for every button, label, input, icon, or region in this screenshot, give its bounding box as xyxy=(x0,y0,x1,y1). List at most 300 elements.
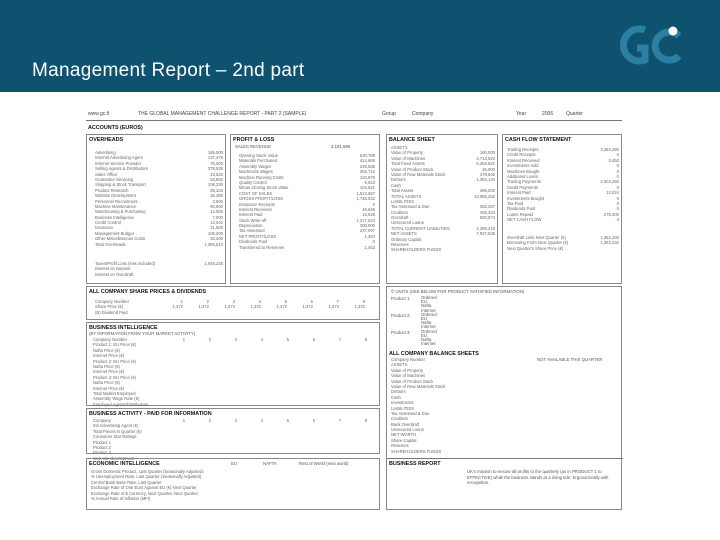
company-number-row xyxy=(159,418,367,423)
bs-label: Value of Raw Materials Stock xyxy=(391,171,446,177)
bi-row-label: Internet Price (€) xyxy=(93,385,125,391)
company-number: 7 xyxy=(338,337,341,342)
cash-flow-box xyxy=(502,134,622,284)
pl-value: 13,025 xyxy=(362,212,375,218)
abs-row-label: Investments xyxy=(391,400,414,406)
cf-label: Interest Received xyxy=(507,157,540,163)
overhead-label: Management Budget xyxy=(95,230,134,236)
bs-label: Debtors xyxy=(391,177,406,183)
cf-title: CASH FLOW STATEMENT xyxy=(505,137,572,143)
company-number: 1 xyxy=(180,299,183,304)
overhead-label: Machine Maintenance xyxy=(95,203,136,209)
bi-row-label: Internet Price (€) xyxy=(93,369,125,375)
bs-value: 160,000 xyxy=(479,150,495,156)
ba-row-label: Intl Advertising Agent (€) xyxy=(93,423,139,429)
bs-value: 478,645 xyxy=(479,171,495,177)
bi-row-label: Product 1: EU Price (€) xyxy=(93,342,137,348)
abs-row-label: Creditors xyxy=(391,416,408,422)
pl-value: 1,513,657 xyxy=(356,190,375,196)
abs-row-label: Reserves xyxy=(391,443,409,449)
overheads-box xyxy=(86,134,226,284)
pl-value: 300,000 xyxy=(359,223,375,229)
report-header-year-value: 2006 xyxy=(542,111,554,117)
cf-value: 0 xyxy=(616,195,619,201)
share-title: ALL COMPANY SHARE PRICES & DIVIDENDS xyxy=(89,289,207,295)
pl-value: 1,217,023 xyxy=(356,217,375,223)
overhead-label: Business Intelligence xyxy=(95,214,135,220)
overhead-value: 60,800 xyxy=(210,203,223,209)
pl-labels xyxy=(239,153,329,250)
pl-label: Machine Running Costs xyxy=(239,174,284,180)
ei-labels xyxy=(91,469,225,501)
cf-extra-labels xyxy=(507,235,579,251)
cf-extra-value: 1,362,332 xyxy=(600,235,619,240)
company-number: 3 xyxy=(232,299,235,304)
cf-label: Tax Paid xyxy=(507,200,524,206)
company-number: 6 xyxy=(312,337,315,342)
pl-sales-label: SALES REVENUE xyxy=(235,144,271,149)
cf-value: 3 xyxy=(616,217,619,223)
bs-value: 7,937,638 xyxy=(476,231,495,237)
abs-row-label: Value of Property xyxy=(391,367,424,373)
bs-labels xyxy=(391,145,457,253)
units-sub-label: EU xyxy=(421,299,427,305)
pl-label: Tax Assessed xyxy=(239,228,265,234)
bs-label: LIABILITIES xyxy=(391,198,415,204)
share-price: 1,372 xyxy=(224,304,235,310)
overhead-value: 26,250 xyxy=(210,193,223,199)
overhead-label: Product Research xyxy=(95,187,129,193)
company-number-row xyxy=(159,337,367,342)
abs-row-label: LIABILITIES xyxy=(391,405,415,411)
pl-label: Minus Closing Stock Value xyxy=(239,185,289,191)
ei-row-label: Exchange Rate of One Euro Against EU (€) Next Quarter xyxy=(91,485,197,491)
report-header-quarter: Quarter xyxy=(566,111,583,117)
ba-row-label: Product 2 xyxy=(93,444,111,450)
share-labels xyxy=(95,299,155,315)
abs-row-label: Bank Overdraft xyxy=(391,421,420,427)
company-number: 4 xyxy=(258,299,261,304)
pl-label: NET PROFIT/LOSS xyxy=(239,233,277,239)
overhead-label: Personnel Recruitment xyxy=(95,198,138,204)
overhead-extra-label: Interest on Deposit xyxy=(95,266,131,272)
report-header-title: THE GLOBAL MANAGEMENT CHALLENGE REPORT - PART 2 (SAMPLE) xyxy=(138,111,307,117)
share-grid xyxy=(157,299,377,310)
bs-value: 6,258,822 xyxy=(476,161,495,167)
balance-sheet-box xyxy=(386,134,498,284)
cf-values xyxy=(577,147,619,222)
cf-extra-label: Borrowing From Next Quarter (€) xyxy=(507,240,569,246)
cf-label: Additional Loans xyxy=(507,173,538,179)
bi-row-label: Internet Price (€) xyxy=(93,353,125,359)
bi-title: BUSINESS INTELLIGENCE xyxy=(89,325,158,331)
bi-row-label: Nafta Price (€) xyxy=(93,347,120,353)
overhead-label: Insurance xyxy=(95,225,114,231)
company-number: 1 xyxy=(182,337,185,342)
pl-value: 0 xyxy=(372,239,375,245)
pl-value: 1,453 xyxy=(364,244,375,250)
divider xyxy=(387,458,623,459)
company-number: 5 xyxy=(286,418,289,423)
pl-title: PROFIT & LOSS xyxy=(233,137,275,143)
ei-row-label: % Annual Rate of Inflation (MFI) xyxy=(91,495,151,501)
company-number: 8 xyxy=(362,299,365,304)
report-header-company: Company xyxy=(412,111,434,117)
units-title: © UNITS (SEE BELOW FOR PRODUCT SATISFIED INFORMATION) xyxy=(391,289,525,294)
company-number: 2 xyxy=(208,337,211,342)
bs-title: BALANCE SHEET xyxy=(389,137,435,143)
cf-value: 0 xyxy=(616,168,619,174)
overhead-label: Advertising xyxy=(95,150,116,155)
bi-row-label: Nafta Price (€) xyxy=(93,363,120,369)
bi-row-label: Product 3: EU Price (€) xyxy=(93,374,137,380)
share-price: 1,372 xyxy=(276,304,287,310)
pl-label: Transferred to Reserves xyxy=(239,244,284,250)
pl-value: 1,453 xyxy=(364,233,375,239)
cf-label: Trading Payments xyxy=(507,179,541,185)
overhead-value: 7,000 xyxy=(212,214,223,220)
company-number: 1 xyxy=(182,418,185,423)
business-report-text: UK's mission to ensure all profits to the quarterly (as in PRODUCT 1 to EFFECTIVE) while the business stands at a rising tide; Ergonomically with recognition. xyxy=(467,469,609,486)
economic-intelligence-box xyxy=(86,455,380,510)
bs-label: Value of Property xyxy=(391,150,424,156)
ba-row-label: Product 1 xyxy=(93,439,111,445)
bs-label: Value of Machines xyxy=(391,155,426,161)
bs-value: 383,297 xyxy=(479,204,495,210)
overhead-value: 2,500 xyxy=(212,198,223,204)
bs-label: SHAREHOLDERS FUNDS xyxy=(391,247,442,253)
cf-extra-values xyxy=(577,235,619,251)
company-number: 3 xyxy=(234,418,237,423)
cf-value: 0 xyxy=(616,163,619,169)
pl-value: 45,948 xyxy=(362,206,375,212)
abs-row-label: Unsecured Loans xyxy=(391,427,424,433)
share-row-label: Company Number xyxy=(95,299,129,304)
company-number: 6 xyxy=(312,418,315,423)
company-number: 5 xyxy=(286,337,289,342)
share-row-label: Share Price (€) xyxy=(95,304,124,310)
pl-value: 414,666 xyxy=(359,158,375,164)
pl-value: 1,735,032 xyxy=(356,196,375,202)
cf-value: 2,504,250 xyxy=(600,179,619,185)
cf-label: Trading Receipts xyxy=(507,147,539,152)
units-sub-label: EU xyxy=(421,316,427,322)
units-product-label: Product 2: xyxy=(391,312,411,318)
pl-label: Quality Control xyxy=(239,179,267,185)
bs-value: 3,713,823 xyxy=(476,155,495,161)
profit-loss-box xyxy=(230,134,380,284)
pl-value: 237,097 xyxy=(359,228,375,234)
bs-value: 455,323 xyxy=(479,209,495,215)
pl-value: 104,621 xyxy=(359,185,375,191)
bs-value: 2,369,418 xyxy=(476,225,495,231)
overhead-extra-label: Taxes/Profit Loss (loss included) xyxy=(95,261,156,266)
pl-label: Depreciation xyxy=(239,223,263,229)
overhead-label: Website Development xyxy=(95,193,136,199)
overhead-label: Credit Control xyxy=(95,220,121,226)
units-sub-label: Nafta xyxy=(421,320,432,326)
ei-col-row: Rest of World (next world) xyxy=(299,461,349,466)
units-sub-label: Ordered xyxy=(421,328,437,334)
overhead-value: 12,555 xyxy=(210,209,223,215)
overheads-extra-values xyxy=(185,261,223,277)
cf-label: Machines Bought xyxy=(507,168,540,174)
not-available-label: NOT AVAILABLE THIS QUARTER xyxy=(537,357,603,362)
pl-label: Interest Received xyxy=(239,206,272,212)
ba-row-label: Company xyxy=(93,418,111,423)
abs-row-label: SHAREHOLDERS FUNDS xyxy=(391,448,442,454)
pl-label: COST OF SALES xyxy=(239,190,273,196)
overhead-value: 63,862 xyxy=(210,176,223,182)
cf-extra-value xyxy=(577,246,619,251)
cf-value: 275,400 xyxy=(603,211,619,217)
ba-row-label: Product 3 xyxy=(93,450,111,456)
cf-value: 0 xyxy=(616,200,619,206)
abs-row-label: Value of Raw Materials Stock xyxy=(391,383,446,389)
ei-row-label: Central Bank Base Rate, Last Quarter xyxy=(91,479,162,485)
ba-title: BUSINESS ACTIVITY - PAID FOR INFORMATION xyxy=(89,411,212,417)
overhead-label: Other Miscellaneous Costs xyxy=(95,236,146,242)
pl-value: 9,023 xyxy=(364,179,375,185)
overheads-labels xyxy=(95,150,185,247)
units-sub-label: Ordered xyxy=(421,295,437,300)
share-price: 1,372 xyxy=(302,304,313,310)
share-price: 1,372 xyxy=(198,304,209,310)
overhead-label: Internet Service Provider xyxy=(95,160,142,166)
pl-label: Interest Paid xyxy=(239,212,263,218)
cf-label: Dividends Paid xyxy=(507,206,535,212)
abs-row-label: Company Number xyxy=(391,357,425,362)
bi-row-label: Nafta Price (€) xyxy=(93,380,120,386)
report-header-left: www.gc.fi xyxy=(88,111,110,117)
pl-values xyxy=(331,153,375,250)
abs-row-label: Debtors xyxy=(391,389,406,395)
share-price: 1,372 xyxy=(328,304,339,310)
bs-label: Reserves xyxy=(391,242,409,248)
units-sub-label: Nafta xyxy=(421,303,432,309)
abs-title: ALL COMPANY BALANCE SHEETS xyxy=(389,351,479,357)
bi-row-label: Product 2: EU Price (€) xyxy=(93,358,137,364)
pl-label: Opening Stock Value xyxy=(239,153,279,158)
bs-values xyxy=(455,145,495,253)
company-number: 3 xyxy=(234,337,237,342)
share-price: 1,372 xyxy=(354,304,365,310)
overhead-label: Internet Advertising Agent xyxy=(95,155,143,161)
pl-value: 0 xyxy=(372,201,375,207)
pl-label: Machinists Wages xyxy=(239,169,273,175)
ba-row-label: Consumer Star Ratings xyxy=(93,434,137,440)
cf-extra-label: Overdraft Limit Next Quarter (€) xyxy=(507,235,566,240)
report-document xyxy=(86,108,622,528)
pl-label: Assembly Wages xyxy=(239,163,272,169)
pl-label: GROSS PROFIT/LOSS xyxy=(239,196,283,202)
pl-sales-value: 3,191,588 xyxy=(331,144,351,149)
pl-label: Stock Write-off xyxy=(239,217,267,223)
bs-label: ASSETS xyxy=(391,145,408,150)
ba-labels xyxy=(93,418,163,461)
company-number: 8 xyxy=(364,418,367,423)
bs-label: NET ASSETS xyxy=(391,231,417,237)
bs-label: Unsecured Loans xyxy=(391,220,424,226)
divider xyxy=(86,120,622,121)
bi-row-label: Company Number xyxy=(93,337,127,342)
bs-label: Value of Product Stock xyxy=(391,166,434,172)
ei-title: ECONOMIC INTELLIGENCE xyxy=(89,461,160,467)
company-number: 8 xyxy=(364,337,367,342)
bs-label: TOTAL CURRENT LIABILITIES xyxy=(391,225,450,231)
pl-value: 362,712 xyxy=(359,169,375,175)
abs-row-label: Value of Product Stock xyxy=(391,378,434,384)
bs-label: Tax Assessed & Due xyxy=(391,204,430,210)
cf-label: Interest Paid xyxy=(507,190,531,196)
overhead-value: 378,538 xyxy=(207,166,223,172)
overhead-label: Total Overheads xyxy=(95,241,126,247)
overhead-value: 21,500 xyxy=(210,225,223,231)
abs-row-label: Cash xyxy=(391,394,401,400)
report-header-group: Group xyxy=(382,111,396,117)
ei-row-label: % Unemployment Rate, Last Quarter (Seasonally Adjusted) xyxy=(91,474,202,480)
pl-label: Insurance Receipts xyxy=(239,201,275,207)
bs-value: 10,086,252 xyxy=(474,193,495,199)
units-sub-label: Internet xyxy=(421,307,436,313)
overheads-extra-labels xyxy=(95,261,185,277)
company-number: 6 xyxy=(310,299,313,304)
share-price: 1,372 xyxy=(172,304,183,310)
slide-title: Management Report – 2nd part xyxy=(32,60,305,81)
overhead-value: 106,200 xyxy=(207,230,223,236)
overhead-extra-label: Interest on Overdraft xyxy=(95,271,134,277)
overhead-value: 43,525 xyxy=(210,171,223,177)
overhead-value: 13,542 xyxy=(210,220,223,226)
bs-value: 466,000 xyxy=(479,188,495,194)
cf-value: 3,450 xyxy=(608,157,619,163)
units-sub-label: Nafta xyxy=(421,337,432,343)
overhead-value: 76,000 xyxy=(210,160,223,166)
cf-value: 0 xyxy=(616,184,619,190)
cf-value: 0 xyxy=(616,206,619,212)
business-intelligence-box xyxy=(86,322,380,406)
accounts-title: ACCOUNTS (EUROS) xyxy=(88,125,143,131)
bs-label: Total Fixed Assets xyxy=(391,161,425,167)
company-number: 7 xyxy=(336,299,339,304)
cf-label: NET CASH FLOW xyxy=(507,217,542,223)
company-number: 2 xyxy=(208,418,211,423)
overhead-label: Guarantee Servicing xyxy=(95,176,134,182)
bs-value: 25,000 xyxy=(482,166,495,172)
company-number: 4 xyxy=(260,418,263,423)
overhead-extra-value: 1,048,225 xyxy=(204,261,223,266)
business-activity-box xyxy=(86,408,380,461)
ba-grid xyxy=(159,418,367,423)
cf-label: Investments sold xyxy=(507,163,539,169)
gc-logo xyxy=(615,18,685,73)
cf-extra-label: Next Quarter's Share Price (€) xyxy=(507,245,564,251)
company-number: 2 xyxy=(206,299,209,304)
overheads-values xyxy=(185,150,223,247)
bs-label: Ordinary Capital xyxy=(391,236,422,242)
units-product-label: Product 1: xyxy=(391,296,411,301)
ei-row-label: Gross Domestic Product, Last Quarter (Seasonally Adjusted) xyxy=(91,469,204,474)
overhead-value: 108,330 xyxy=(207,182,223,188)
ba-row-label: Web site development xyxy=(93,455,135,461)
bs-label: Overdraft xyxy=(391,215,409,221)
abs-row-label: Share Capital xyxy=(391,437,417,443)
bi-labels xyxy=(93,337,157,407)
share-price-row xyxy=(157,304,377,309)
pl-label: Materials Purchased xyxy=(239,158,278,164)
share-prices-box xyxy=(86,286,380,320)
bi-row-label: Employed Agents/Distributors xyxy=(93,401,148,407)
bs-label: Total Assets xyxy=(391,188,414,194)
bs-label: TOTAL ASSETS xyxy=(391,193,422,199)
business-report-title: BUSINESS REPORT xyxy=(389,461,441,467)
share-row-label: (B) Dividend Paid xyxy=(95,309,128,315)
units-product-group xyxy=(391,330,511,347)
bs-label: Cash xyxy=(391,182,401,188)
overhead-value: 185,000 xyxy=(207,150,223,155)
abs-row-label: NET WORTH xyxy=(391,432,417,438)
units-product-group xyxy=(391,313,511,330)
bi-row-label: Total Market Employed xyxy=(93,390,136,396)
cf-label: Credit Payments xyxy=(507,184,538,190)
units-block xyxy=(391,296,511,346)
overhead-value: 137,475 xyxy=(207,155,223,161)
units-sub-label: EU xyxy=(421,332,427,338)
overhead-value: 85,333 xyxy=(210,187,223,193)
company-number: 7 xyxy=(338,418,341,423)
units-product-group xyxy=(391,296,511,313)
bs-label: Creditors xyxy=(391,209,408,215)
bs-value xyxy=(455,247,495,252)
overhead-extra-value xyxy=(185,272,223,277)
abs-row-label: Value of Machines xyxy=(391,373,426,379)
report-header-year: Year xyxy=(516,111,527,117)
cf-value: 0 xyxy=(616,173,619,179)
cf-value: 13,024 xyxy=(606,190,619,196)
overhead-label: Warehousing & Purchasing xyxy=(95,209,146,215)
abs-labels xyxy=(391,357,471,454)
share-price: 1,372 xyxy=(250,304,261,310)
ba-row-label: Total Pieces in Quarter (€) xyxy=(93,428,142,434)
overhead-label: Shipping & Stock Transport xyxy=(95,182,146,188)
cf-value: 3,364,260 xyxy=(600,147,619,152)
units-product-label: Product 3: xyxy=(391,329,411,335)
units-sub-label: Internet xyxy=(421,324,436,330)
overhead-value: 33,400 xyxy=(210,236,223,242)
bi-grid xyxy=(159,337,367,342)
units-and-balance-box xyxy=(386,286,622,510)
cf-value: 0 xyxy=(616,152,619,158)
ei-row-label: Exchange Rate of $ Currency, Next Quarter, Next Quarter xyxy=(91,490,198,496)
overhead-label: Selling Agents & Distributors xyxy=(95,166,148,172)
units-sub-label: Ordered xyxy=(421,311,437,317)
ei-col-nafta: NAFTA xyxy=(263,461,277,466)
bi-subtitle: (BY INFORMATION FROM YOUR MARKET ACTIVITY) xyxy=(89,331,196,336)
pl-value: 530,789 xyxy=(359,153,375,158)
ei-col-eu: EU xyxy=(231,461,237,466)
overheads-title: OVERHEADS xyxy=(89,137,124,143)
units-sub-label: Internet xyxy=(421,341,436,347)
company-number: 5 xyxy=(284,299,287,304)
abs-row-label: ASSETS xyxy=(391,362,408,368)
pl-value: 249,588 xyxy=(359,163,375,169)
cf-label: Loans Repaid xyxy=(507,211,533,217)
company-number: 4 xyxy=(260,337,263,342)
cf-label: Investments Bought xyxy=(507,195,545,201)
bi-row-label: Assembly Wage Rate (€) xyxy=(93,396,140,402)
overhead-value: 1,366,510 xyxy=(204,241,223,247)
report-header-row xyxy=(86,108,622,120)
